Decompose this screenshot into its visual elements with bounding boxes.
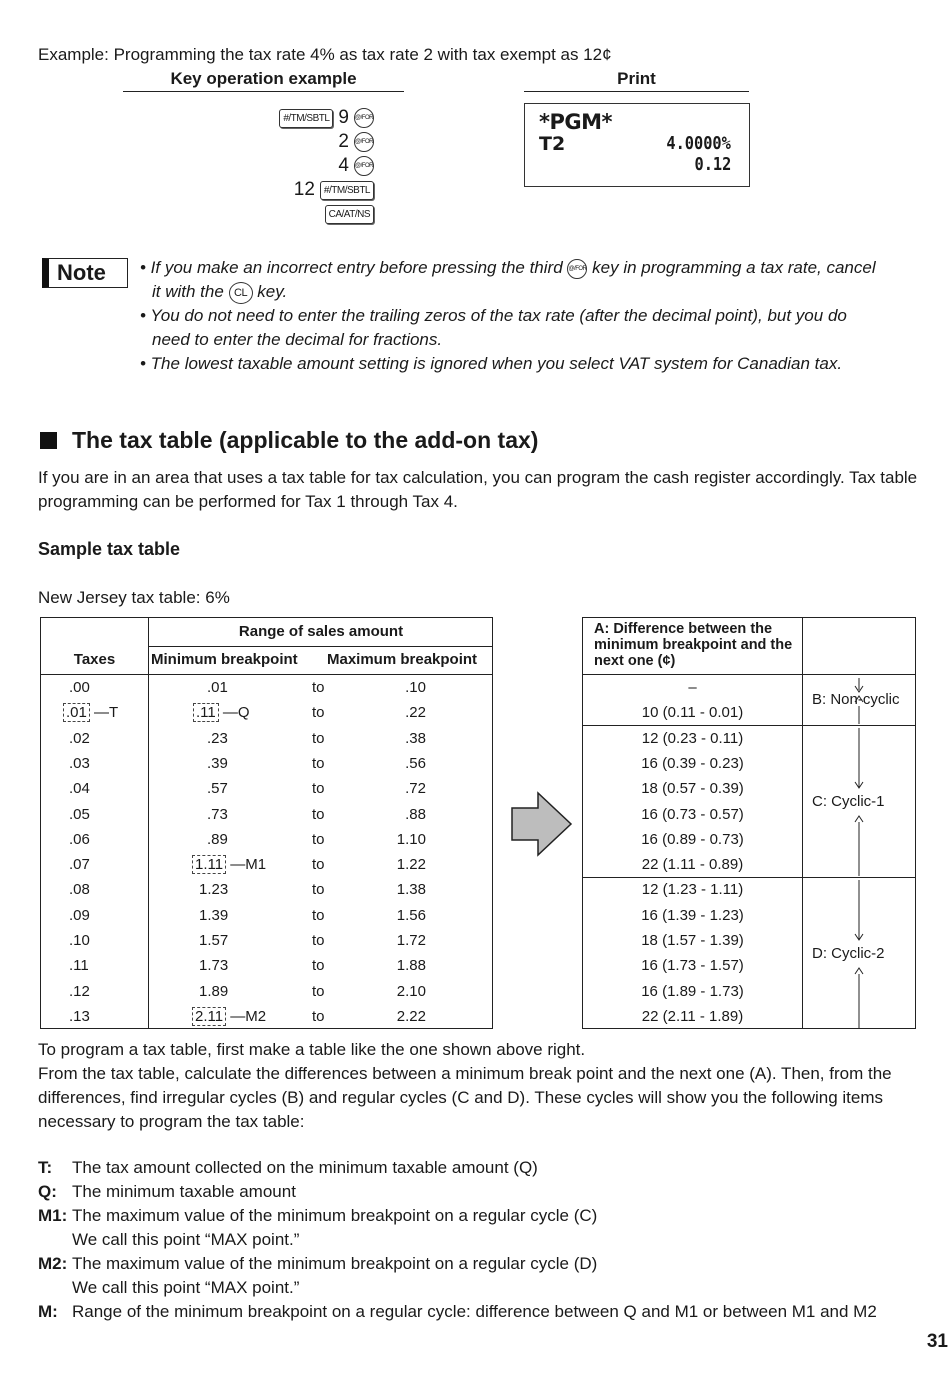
min-breakpoint-value: 2.11: [192, 1007, 226, 1026]
min-breakpoint-value: .73: [207, 805, 228, 823]
definition-text: The minimum taxable amount: [72, 1182, 296, 1201]
min-breakpoint-value: 1.23: [199, 881, 229, 899]
example-text: Example: Programming the tax rate 4% as tax rate 2 with tax exempt as 12¢: [38, 45, 612, 64]
tax-value: .09: [69, 906, 90, 924]
tax-value: .01: [63, 703, 90, 722]
column-divider: [802, 618, 803, 1028]
to-label: to: [312, 805, 325, 823]
to-label: to: [312, 906, 325, 924]
header-divider: [148, 646, 493, 647]
difference-cell: 22 (1.11 - 0.89): [641, 856, 744, 874]
min-breakpoint-value: 1.89: [199, 982, 229, 1000]
tm-sbtl-key: #/TM/SBTL: [320, 181, 374, 200]
max-breakpoint-value: .88: [405, 805, 426, 823]
note-bullet-2: • You do not need to enter the trailing zeros of the tax rate (after the decimal point), but you do: [140, 306, 847, 325]
tax-cell: [69, 776, 90, 801]
to-label: to: [312, 679, 325, 696]
min-breakpoint-cell: [192, 852, 266, 877]
key-number: 4: [338, 155, 349, 176]
tax-table-left: [40, 617, 493, 1029]
table-row: [41, 700, 492, 725]
tax-tag-label: —T: [89, 704, 119, 722]
max-breakpoint-value: 1.22: [396, 856, 426, 874]
min-breakpoint-cell: [207, 776, 228, 801]
ca-at-ns-key: CA/AT/NS: [325, 205, 374, 224]
print-header: Print: [524, 69, 749, 92]
to-label: to: [312, 957, 325, 975]
tax-value: .00: [69, 679, 90, 696]
intro-paragraph: If you are in an area that uses a tax table for tax calculation, you can program the cash register accordingly. Tax table programming can be performed for Tax 1 through Tax 4.: [38, 468, 918, 511]
definition-text: The maximum value of the minimum breakpoint on a regular cycle (C): [72, 1206, 598, 1225]
key-row-4: [294, 178, 374, 202]
key-row-3: [338, 154, 374, 178]
max-breakpoint-value: 1.88: [396, 957, 426, 975]
to-label: to: [312, 856, 325, 874]
for-key: @/FOR: [567, 259, 587, 279]
max-breakpoint-value: 2.10: [396, 982, 426, 1000]
tax-value: .03: [69, 754, 90, 772]
difference-cell: 10 (0.11 - 0.01): [641, 704, 744, 722]
definition-text: We call this point “MAX point.”: [72, 1230, 300, 1249]
to-label: to: [312, 754, 325, 772]
note-text: key.: [257, 282, 288, 301]
min-breakpoint-value: 1.39: [199, 906, 229, 924]
print-receipt: [524, 103, 750, 187]
min-breakpoint-cell: [192, 1004, 266, 1029]
breakpoint-tag-label: —M2: [226, 1007, 267, 1025]
tax-cell: [69, 827, 90, 852]
difference-header: A: Difference between the minimum breakpoint and the next one (¢): [594, 621, 793, 669]
print-tax-label: T2: [539, 133, 566, 155]
tax-value: .10: [69, 932, 90, 949]
table-row: [41, 802, 492, 827]
definition-term: M2:: [38, 1254, 68, 1273]
key-operation-header: Key operation example: [123, 69, 404, 92]
to-label: to: [312, 932, 325, 949]
definition-text: The tax amount collected on the minimum taxable amount (Q): [72, 1158, 538, 1177]
definition-term: M1:: [38, 1206, 68, 1225]
tax-cell: [69, 953, 89, 978]
label-cyclic-2: D: Cyclic-2: [812, 945, 885, 962]
key-number: 9: [338, 107, 349, 128]
min-breakpoint-value: 1.57: [199, 932, 229, 949]
difference-cell: 12 (1.23 - 1.11): [641, 881, 744, 899]
min-breakpoint-cell: [199, 903, 228, 928]
min-breakpoint-cell: [207, 802, 228, 827]
tax-cell: [69, 877, 90, 902]
difference-cell: 12 (0.23 - 0.11): [641, 729, 744, 747]
table-row: [41, 751, 492, 776]
definition-item: [38, 1300, 877, 1324]
tax-value: .12: [69, 982, 90, 1000]
definition-item: [38, 1276, 299, 1300]
to-label: to: [312, 1007, 325, 1025]
tm-sbtl-key: #/TM/SBTL: [279, 109, 333, 128]
table-row: [41, 953, 492, 978]
key-row-5: [325, 202, 374, 226]
difference-cell: 22 (2.11 - 1.89): [641, 1007, 744, 1025]
tax-value: .08: [69, 881, 90, 899]
label-cyclic-1: C: Cyclic-1: [812, 793, 885, 810]
print-pgm-line: *PGM*: [539, 110, 612, 134]
key-row-2: [338, 130, 374, 154]
definition-text: We call this point “MAX point.”: [72, 1278, 300, 1297]
table-row: [41, 928, 492, 953]
definition-item: [38, 1180, 296, 1204]
table-row: [41, 776, 492, 801]
max-breakpoint-value: 1.72: [396, 932, 426, 949]
difference-cell: 16 (1.39 - 1.23): [641, 906, 744, 924]
key-number: 2: [338, 131, 349, 152]
tax-cell: [69, 675, 90, 700]
min-breakpoint-cell: [199, 979, 228, 1004]
definition-text: The maximum value of the minimum breakpoint on a regular cycle (D): [72, 1254, 598, 1273]
tax-value: .04: [69, 780, 90, 798]
min-breakpoint-value: .11: [193, 703, 219, 722]
print-tax-rate: 4.0000%: [666, 133, 731, 154]
new-jersey-label: New Jersey tax table: 6%: [38, 588, 230, 607]
cycle-arrows-icon: [851, 676, 867, 1028]
min-breakpoint-value: .89: [207, 830, 228, 848]
paragraph-2: From the tax table, calculate the differences between a minimum break point and the next one (A). Then, from the differences, find irregular cycles (B) and regular cycles (C and D). These cycles will show you the following items necessary to program the tax table:: [38, 1064, 892, 1131]
min-breakpoint-cell: [199, 928, 228, 953]
tax-value: .02: [69, 729, 90, 747]
note-bullet-2-cont: need to enter the decimal for fractions.: [152, 330, 443, 349]
note-text: • If you make an incorrect entry before pressing the third: [140, 258, 563, 277]
key-number: 12: [293, 179, 315, 200]
tax-cell: [66, 700, 119, 725]
to-label: to: [312, 704, 325, 722]
tax-cell: [69, 928, 90, 953]
definition-item: [38, 1204, 597, 1228]
tax-value: .07: [69, 856, 90, 874]
tax-cell: [69, 903, 90, 928]
min-breakpoint-value: .01: [207, 679, 228, 696]
breakpoint-tag-label: —Q: [218, 704, 250, 722]
tax-cell: [69, 852, 90, 877]
breakpoint-tag-label: —M1: [226, 856, 267, 874]
definition-term: M:: [38, 1302, 58, 1321]
tax-value: .13: [69, 1007, 90, 1025]
definition-term: Q:: [38, 1182, 57, 1201]
table-row: [41, 877, 492, 902]
tax-table-right: [582, 617, 916, 1029]
definition-item: [38, 1252, 597, 1276]
tax-cell: [69, 1004, 90, 1029]
for-key: @/FOR: [354, 108, 374, 128]
max-breakpoint-value: 1.56: [396, 906, 426, 924]
max-breakpoint-value: .56: [405, 754, 426, 772]
min-breakpoint-cell: [193, 700, 250, 725]
difference-cell: 16 (0.39 - 0.23): [641, 754, 744, 772]
min-breakpoint-value: .23: [207, 729, 228, 747]
difference-cell: 16 (1.73 - 1.57): [641, 957, 744, 975]
table-row: [41, 726, 492, 751]
range-header: Range of sales amount: [238, 623, 404, 640]
table-row: [41, 852, 492, 877]
label-non-cyclic: B: Non-cyclic: [812, 691, 900, 708]
max-breakpoint-value: .38: [405, 729, 426, 747]
difference-cell: 16 (1.89 - 1.73): [641, 982, 744, 1000]
min-breakpoint-header: Minimum breakpoint: [151, 651, 298, 668]
tax-value: .11: [69, 957, 89, 975]
max-breakpoint-value: .72: [405, 780, 426, 798]
min-breakpoint-cell: [199, 877, 228, 902]
for-key: @/FOR: [354, 132, 374, 152]
to-label: to: [312, 729, 325, 747]
tax-cell: [69, 751, 90, 776]
cl-key: CL: [229, 282, 253, 304]
note-bullet-1-cont: [152, 280, 287, 304]
min-breakpoint-cell: [207, 827, 228, 852]
min-breakpoint-value: 1.73: [199, 957, 229, 975]
tax-value: .06: [69, 830, 90, 848]
definition-term: T:: [38, 1158, 53, 1177]
note-badge: Note: [42, 258, 128, 288]
difference-cell: 18 (0.57 - 0.39): [641, 780, 744, 798]
tax-cell: [69, 802, 90, 827]
to-label: to: [312, 982, 325, 1000]
section-square-icon: [40, 432, 57, 449]
table-row: [41, 1004, 492, 1029]
page-number: 31: [926, 1331, 948, 1352]
paragraph-1: To program a tax table, first make a table like the one shown above right.: [38, 1040, 586, 1059]
sample-tax-table-heading: Sample tax table: [38, 539, 181, 559]
max-breakpoint-value: 1.10: [396, 830, 426, 848]
key-operation-sequence: [250, 104, 374, 228]
taxes-header: Taxes: [73, 651, 116, 668]
min-breakpoint-cell: [199, 953, 228, 978]
note-text: it with the: [152, 282, 224, 301]
definition-item: [38, 1228, 299, 1252]
note-bullet-3: • The lowest taxable amount setting is ignored when you select VAT system for Canadian tax.: [140, 354, 843, 373]
max-breakpoint-value: 1.38: [396, 881, 426, 899]
difference-cell: 16 (0.89 - 0.73): [641, 830, 744, 848]
to-label: to: [312, 881, 325, 899]
definition-text: Range of the minimum breakpoint on a regular cycle: difference between Q and M1 or between M1 and M2: [72, 1302, 877, 1321]
min-breakpoint-cell: [207, 751, 228, 776]
tax-cell: [69, 979, 90, 1004]
min-breakpoint-value: .57: [207, 780, 228, 798]
for-key: @/FOR: [354, 156, 374, 176]
difference-cell: 18 (1.57 - 1.39): [641, 932, 744, 949]
tax-cell: [69, 726, 90, 751]
difference-cell: 16 (0.73 - 0.57): [641, 805, 744, 823]
difference-cell: –: [688, 679, 697, 696]
table-row: [41, 827, 492, 852]
note-text: key in programming a tax rate, cancel: [592, 258, 876, 277]
table-row: [41, 903, 492, 928]
max-breakpoint-header: Maximum breakpoint: [327, 651, 478, 668]
max-breakpoint-value: .10: [405, 679, 426, 696]
min-breakpoint-value: 1.11: [192, 855, 226, 874]
key-row-1: [279, 106, 374, 130]
min-breakpoint-value: .39: [207, 754, 228, 772]
tax-value: .05: [69, 805, 90, 823]
table-row: [41, 979, 492, 1004]
table-row: [41, 675, 492, 700]
to-label: to: [312, 830, 325, 848]
max-breakpoint-value: .22: [405, 704, 426, 722]
section-title: The tax table (applicable to the add-on tax): [72, 427, 539, 453]
max-breakpoint-value: 2.22: [396, 1007, 426, 1025]
min-breakpoint-cell: [207, 675, 228, 700]
to-label: to: [312, 780, 325, 798]
print-tax-exempt: 0.12: [694, 154, 731, 175]
note-bullet-1: [140, 256, 876, 280]
right-arrow-icon: [509, 790, 575, 858]
min-breakpoint-cell: [207, 726, 228, 751]
definition-item: [38, 1156, 538, 1180]
